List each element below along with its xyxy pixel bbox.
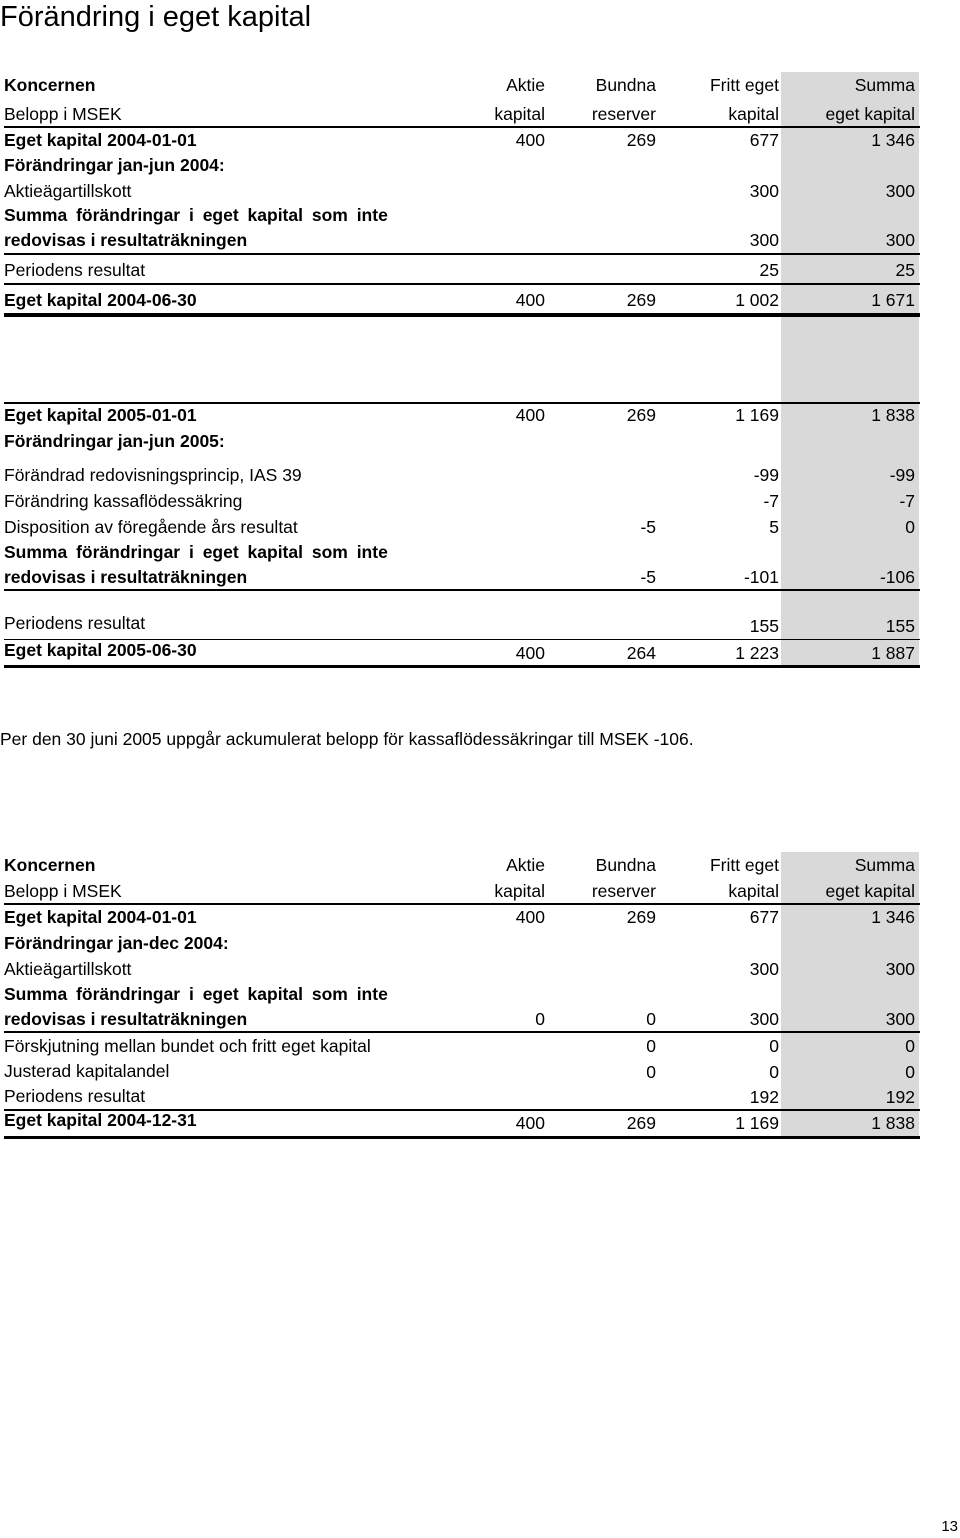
divider	[4, 1136, 920, 1139]
table-header-row: Belopp i MSEK kapital reserver kapital eget kapital	[4, 881, 915, 901]
table-row: redovisas i resultaträkningen 0 0 300 300	[4, 1009, 915, 1029]
table-row: Förskjutning mellan bundet och fritt eget kapital 0 0 0	[4, 1036, 915, 1056]
footnote: Per den 30 juni 2005 uppgår ackumulerat belopp för kassaflödessäkringar till MSEK -106.	[0, 729, 694, 749]
table-row: Summa förändringar i eget kapital som inte	[4, 984, 388, 1004]
table-row: Periodens resultat 155 155	[4, 613, 915, 636]
table-row: Justerad kapitalandel 0 0 0	[4, 1061, 915, 1082]
table-row: Eget kapital 2004-12-31 400 269 1 169 1 838	[4, 1110, 915, 1133]
table-row: Förändringar jan-jun 2005:	[4, 431, 225, 451]
table-row: Eget kapital 2005-06-30 400 264 1 223 1 887	[4, 640, 915, 663]
table-row: Eget kapital 2004-06-30 400 269 1 002 1 671	[4, 290, 915, 310]
table-row: Förändrad redovisningsprincip, IAS 39 -99 -99	[4, 465, 915, 485]
page-number: 13	[941, 1518, 958, 1535]
divider	[4, 253, 920, 255]
table-row: Eget kapital 2005-01-01 400 269 1 169 1 838	[4, 405, 915, 425]
table-row: redovisas i resultaträkningen -5 -101 -106	[4, 567, 915, 587]
table-header-row: Koncernen Aktie Bundna Fritt eget Summa	[4, 855, 915, 875]
divider	[4, 283, 920, 285]
table-row: Förändringar jan-jun 2004:	[4, 155, 225, 175]
table-header-row: Koncernen Aktie Bundna Fritt eget Summa	[4, 75, 915, 95]
table-row: Eget kapital 2004-01-01 400 269 677 1 346	[4, 907, 915, 927]
table-row: Aktieägartillskott 300 300	[4, 959, 915, 979]
table-row: Eget kapital 2004-01-01 400 269 677 1 346	[4, 130, 915, 150]
table-row: Förändring kassaflödessäkring -7 -7	[4, 491, 915, 511]
table-row: redovisas i resultaträkningen 300 300	[4, 230, 915, 250]
divider	[4, 313, 920, 317]
page-title: Förändring i eget kapital	[0, 1, 312, 33]
table-header-row: Belopp i MSEK kapital reserver kapital eget kapital	[4, 104, 915, 124]
table-row: Periodens resultat 25 25	[4, 260, 915, 280]
table-row: Aktieägartillskott 300 300	[4, 181, 915, 201]
table-row: Förändringar jan-dec 2004:	[4, 933, 229, 953]
table-row: Disposition av föregående års resultat -5 5 0	[4, 517, 915, 537]
divider	[4, 665, 920, 668]
table-row: Summa förändringar i eget kapital som inte	[4, 542, 388, 562]
table-row: Periodens resultat 192 192	[4, 1086, 915, 1107]
table-row: Summa förändringar i eget kapital som inte	[4, 205, 388, 225]
divider	[4, 589, 920, 591]
